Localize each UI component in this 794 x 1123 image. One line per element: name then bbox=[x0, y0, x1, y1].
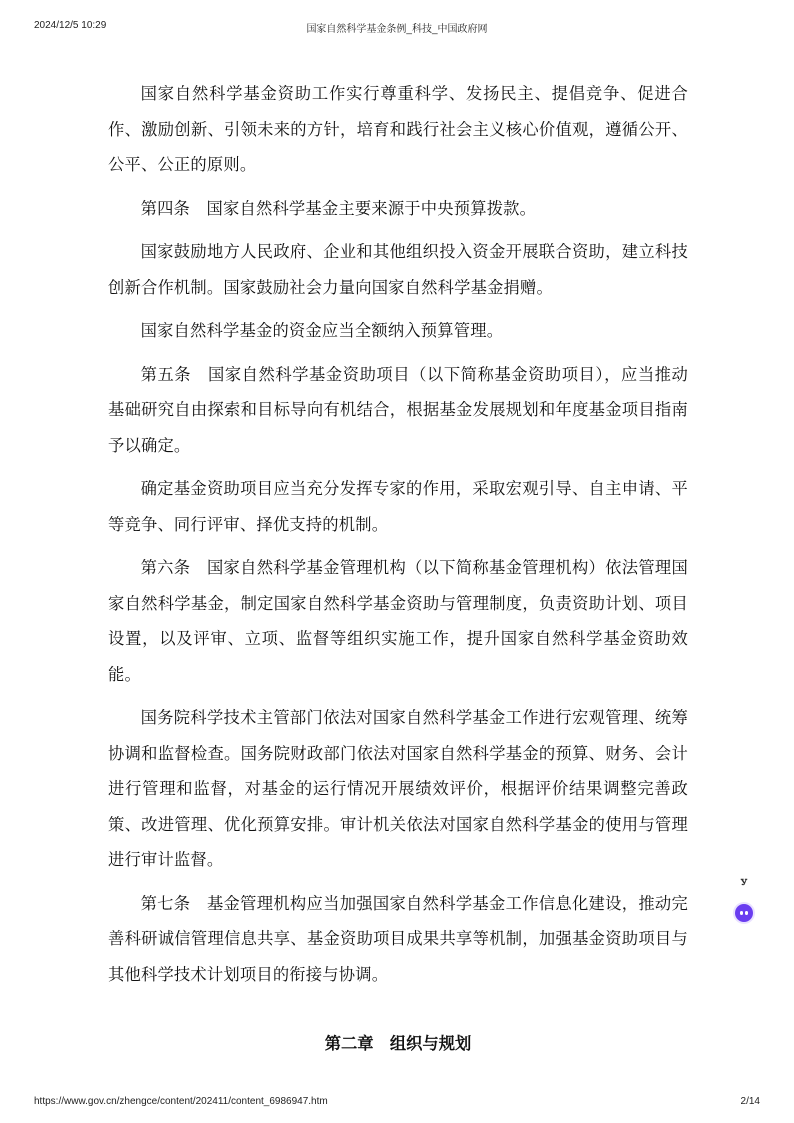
paragraph-expert-role: 确定基金资助项目应当充分发挥专家的作用，采取宏观引导、自主申请、平等竞争、同行评审、择优支持的机制。 bbox=[108, 479, 688, 534]
accessibility-icon[interactable]: ꭹ bbox=[740, 873, 748, 889]
paragraph-article-7: 第七条 基金管理机构应当加强国家自然科学基金工作信息化建设，推动完善科研诚信管理信息共享、基金资助项目成果共享等机制，加强基金资助项目与其他科学技术计划项目的衔接与协调。 bbox=[108, 893, 688, 984]
chapter-heading: 第二章 组织与规划 bbox=[324, 1034, 472, 1053]
document-body bbox=[108, 76, 688, 1062]
paragraph-article-6: 第六条 国家自然科学基金管理机构（以下简称基金管理机构）依法管理国家自然科学基金，制定国家自然科学基金资助与管理制度，负责资助计划、项目设置，以及评审、立项、监督等组织实施工作，提升国家自然科学基金资助效能。 bbox=[108, 558, 688, 684]
assistant-robot-icon bbox=[735, 904, 753, 922]
page-number: 2/14 bbox=[740, 1096, 760, 1107]
paragraph-article-5: 第五条 国家自然科学基金资助项目（以下简称基金资助项目），应当推动基础研究自由探索和目标导向有机结合，根据基金发展规划和年度基金项目指南予以确定。 bbox=[108, 364, 688, 455]
print-timestamp: 2024/12/5 10:29 bbox=[34, 20, 107, 31]
paragraph-joint-funding: 国家鼓励地方人民政府、企业和其他组织投入资金开展联合资助，建立科技创新合作机制。国家鼓励社会力量向国家自然科学基金捐赠。 bbox=[108, 242, 688, 297]
assistant-robot-button[interactable] bbox=[731, 900, 757, 926]
page-url: https://www.gov.cn/zhengce/content/202411/content_6986947.htm bbox=[34, 1096, 328, 1107]
paragraph-article-4: 第四条 国家自然科学基金主要来源于中央预算拨款。 bbox=[140, 198, 537, 218]
paragraph-supervision: 国务院科学技术主管部门依法对国家自然科学基金工作进行宏观管理、统筹协调和监督检查。国务院财政部门依法对国家自然科学基金的预算、财务、会计进行管理和监督，对基金的运行情况开展绩效评价，根据评价结果调整完善政策、改进管理、优化预算安排。审计机关依法对国家自然科学基金的使用与管理进行审计监督。 bbox=[108, 708, 688, 869]
paragraph-principles: 国家自然科学基金资助工作实行尊重科学、发扬民主、提倡竞争、促进合作、激励创新、引领未来的方针，培育和践行社会主义核心价值观，遵循公开、公平、公正的原则。 bbox=[108, 84, 688, 174]
paragraph-budget: 国家自然科学基金的资金应当全额纳入预算管理。 bbox=[140, 321, 504, 340]
document-title: 国家自然科学基金条例_科技_中国政府网 bbox=[306, 24, 488, 35]
side-toolbar bbox=[731, 868, 757, 932]
